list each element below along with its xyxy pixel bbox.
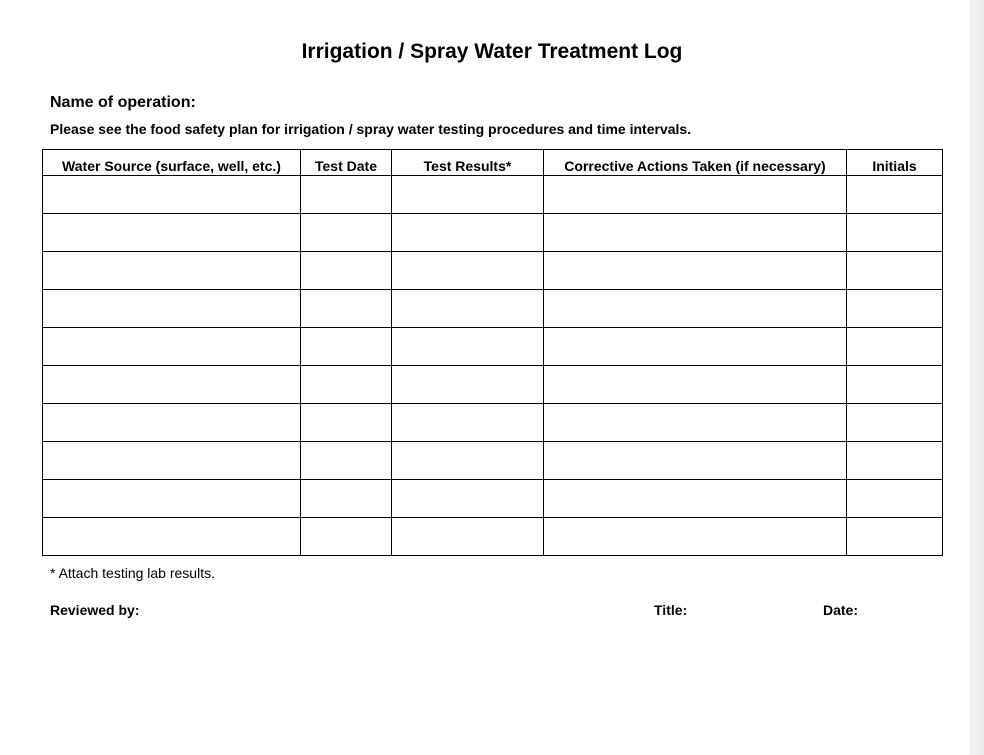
table-row [43, 328, 943, 366]
cell-corrective-actions [544, 442, 847, 480]
table-row [43, 214, 943, 252]
cell-corrective-actions [544, 176, 847, 214]
cell-test-results [392, 252, 544, 290]
header-test-results: Test Results* [392, 150, 544, 176]
table-row [43, 480, 943, 518]
date-label: Date: [823, 602, 859, 618]
cell-corrective-actions [544, 480, 847, 518]
footnote: * Attach testing lab results. [50, 565, 215, 581]
cell-test-date [301, 442, 392, 480]
cell-corrective-actions [544, 290, 847, 328]
cell-water-source [43, 366, 301, 404]
cell-test-results [392, 518, 544, 556]
page-title: Irrigation / Spray Water Treatment Log [301, 40, 683, 63]
cell-test-results [392, 366, 544, 404]
title-label: Title: [654, 602, 688, 618]
cell-water-source [43, 518, 301, 556]
cell-test-date [301, 290, 392, 328]
header-initials: Initials [847, 150, 943, 176]
treatment-log-table [42, 149, 943, 556]
header-test-date: Test Date [301, 150, 392, 176]
cell-test-results [392, 480, 544, 518]
table-row [43, 404, 943, 442]
cell-test-results [392, 176, 544, 214]
cell-corrective-actions [544, 214, 847, 252]
cell-water-source [43, 214, 301, 252]
cell-initials [847, 404, 943, 442]
cell-test-date [301, 214, 392, 252]
table-row [43, 290, 943, 328]
page-gutter [970, 0, 984, 755]
cell-initials [847, 290, 943, 328]
cell-initials [847, 442, 943, 480]
cell-test-date [301, 176, 392, 214]
cell-initials [847, 214, 943, 252]
cell-test-results [392, 290, 544, 328]
cell-initials [847, 518, 943, 556]
cell-test-results [392, 442, 544, 480]
table-row [43, 366, 943, 404]
cell-water-source [43, 480, 301, 518]
cell-corrective-actions [544, 252, 847, 290]
cell-initials [847, 328, 943, 366]
header-water-source: Water Source (surface, well, etc.) [43, 150, 301, 176]
cell-test-date [301, 518, 392, 556]
cell-test-results [392, 404, 544, 442]
table-header-row [43, 150, 943, 176]
table-row [43, 442, 943, 480]
procedure-note: Please see the food safety plan for irrigation / spray water testing procedures and time intervals. [50, 121, 692, 137]
cell-corrective-actions [544, 404, 847, 442]
cell-test-date [301, 404, 392, 442]
cell-corrective-actions [544, 518, 847, 556]
cell-corrective-actions [544, 366, 847, 404]
cell-initials [847, 252, 943, 290]
table-row [43, 518, 943, 556]
cell-test-date [301, 480, 392, 518]
cell-water-source [43, 290, 301, 328]
operation-name-label: Name of operation: [50, 94, 196, 111]
cell-corrective-actions [544, 328, 847, 366]
cell-water-source [43, 252, 301, 290]
table-row [43, 176, 943, 214]
cell-test-date [301, 328, 392, 366]
header-corrective-actions: Corrective Actions Taken (if necessary) [544, 150, 847, 176]
cell-water-source [43, 442, 301, 480]
cell-water-source [43, 328, 301, 366]
cell-initials [847, 480, 943, 518]
cell-test-date [301, 366, 392, 404]
cell-water-source [43, 176, 301, 214]
table-body [43, 176, 943, 556]
cell-water-source [43, 404, 301, 442]
cell-initials [847, 366, 943, 404]
cell-initials [847, 176, 943, 214]
cell-test-results [392, 328, 544, 366]
cell-test-date [301, 252, 392, 290]
reviewed-by-label: Reviewed by: [50, 602, 140, 618]
cell-test-results [392, 214, 544, 252]
table-row [43, 252, 943, 290]
